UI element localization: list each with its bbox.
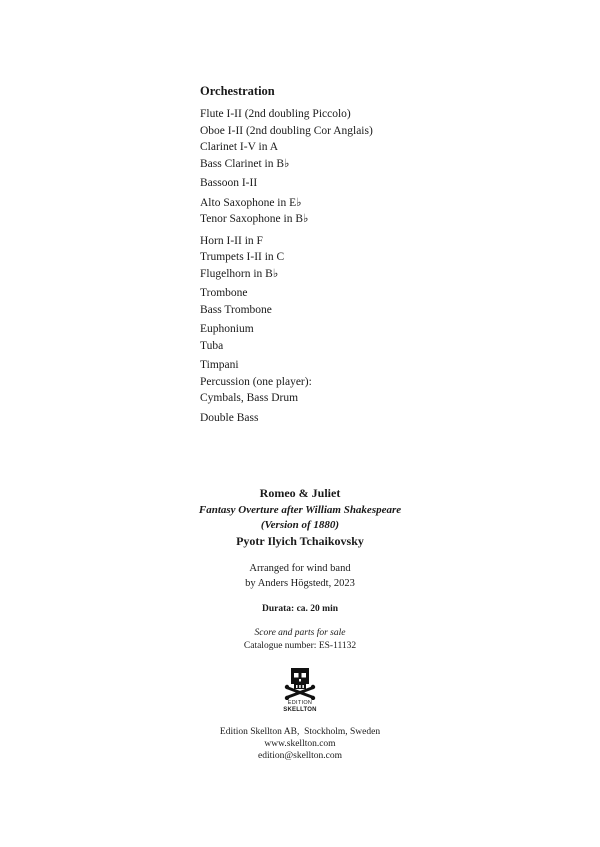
instrument-item: Trombone: [200, 287, 248, 299]
instrument-list: [200, 106, 540, 426]
instrument-item: Double Bass: [200, 411, 259, 424]
durata: Durata: ca. 20 min: [262, 604, 338, 614]
work-version: (Version of 1880): [260, 519, 340, 531]
instrument-item: Flugelhorn in B♭: [200, 267, 279, 280]
instrument-item: Trumpets I-II in C: [200, 251, 285, 263]
instrument-item: Bass Trombone: [200, 303, 272, 316]
instrument-item: Percussion (one player):: [200, 375, 312, 388]
instrument-item: Horn I-II in F: [200, 234, 263, 247]
instrument-item: Bass Clarinet in B♭: [200, 157, 290, 170]
instrument-item: Timpani: [200, 359, 239, 371]
logo-text-edition: EDITION: [287, 700, 313, 706]
publisher-email[interactable]: edition@skellton.com: [258, 751, 342, 761]
instrument-item: Oboe I-II (2nd doubling Cor Anglais): [200, 124, 373, 137]
work-subtitle: Fantasy Overture after William Shakespeare: [198, 504, 402, 516]
publisher-logo: [282, 664, 318, 714]
instrument-item: Cymbals, Bass Drum: [200, 392, 299, 404]
logo-text-skellton: SKELLTON: [283, 707, 317, 713]
instrument-item: Euphonium: [200, 323, 254, 335]
arrangement-line-2: by Anders Högstedt, 2023: [245, 578, 355, 589]
sale-note: Score and parts for sale: [254, 628, 346, 638]
catalogue-number: Catalogue number: ES-11132: [243, 641, 357, 651]
instrument-item: Flute I-II (2nd doubling Piccolo): [200, 108, 351, 120]
orchestration-section: [200, 83, 540, 426]
publisher-address: Edition Skellton AB, Stockholm, Sweden: [219, 727, 381, 737]
instrument-item: Clarinet I-V in A: [200, 141, 279, 153]
work-title: Romeo & Juliet: [259, 486, 341, 500]
skull-crossbones-icon: [282, 664, 318, 700]
composer-name: Pyotr Ilyich Tchaikovsky: [236, 534, 364, 548]
instrument-item: Bassoon I-II: [200, 177, 258, 189]
instrument-item: Tuba: [200, 339, 224, 352]
instrument-item: Tenor Saxophone in B♭: [200, 213, 309, 225]
publisher-website[interactable]: www.skellton.com: [264, 739, 336, 749]
arrangement-line-1: Arranged for wind band: [249, 563, 351, 574]
orchestration-heading: Orchestration: [200, 84, 275, 98]
instrument-item: Alto Saxophone in E♭: [200, 196, 302, 209]
